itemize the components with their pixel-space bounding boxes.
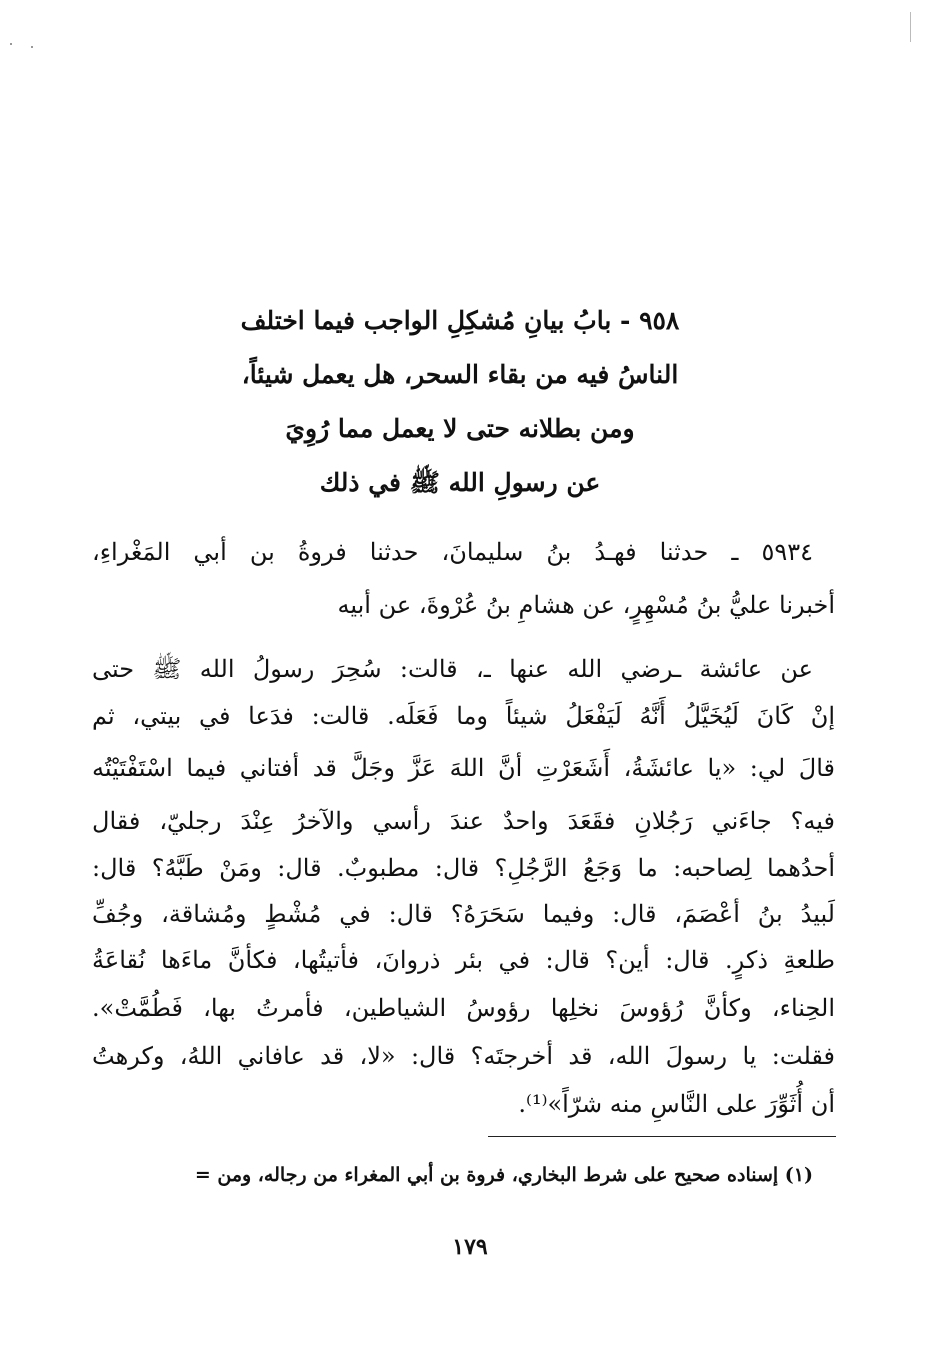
body-line-6: لَبيدُ بنُ أعْصَمَ، قال: وفيما سَحَرَهُ؟ قال: في مُشْطٍ ومُشاقة، وجُفِّ: [92, 900, 835, 928]
scan-speck: [10, 43, 12, 45]
scan-speck: [31, 46, 33, 48]
body-line-5: أحدُهما لِصاحبه: ما وَجَعُ الرَّجُلِ؟ قال: مطبوبٌ. قال: ومَنْ طَبَّهُ؟ قال:: [92, 854, 835, 882]
footnote-separator: [488, 1136, 836, 1137]
chapter-heading-line-4: عن رسولِ الله ﷺ في ذلك: [319, 468, 601, 497]
body-line-8: الحِناء، وكأنَّ رُؤوسَ نخلِها رؤوسُ الشياطين، فأمرتُ بها، فَطُمَّتْ».: [92, 994, 835, 1022]
isnad-line-2: أخبرنا عليُّ بنُ مُسْهِرٍ، عن هشامِ بنُ عُرْوةَ، عن أبيه: [337, 591, 835, 619]
body-line-1: عن عائشة ـرضي الله عنها ـ، قالت: سُحِرَ رسولُ الله ﷺ حتى: [92, 655, 813, 683]
body-line-4: فيه؟ جاءَني رَجُلانِ فقَعَدَ واحدٌ عندَ رأسي والآخرُ عِنْدَ رجليّ، فقال: [92, 807, 835, 835]
isnad-line-1: ٥٩٣٤ ـ حدثنا فهـدُ بنُ سليمانَ، حدثنا فروةُ بن أبي المَغْراءِ،: [92, 538, 813, 566]
body-line-3: قالَ لي: «يا عائشَةُ، أَشَعَرْتِ أنَّ اللهَ عَزَّ وجَلَّ قد أفتاني فيما اسْتَفْتَيْتُه: [92, 754, 835, 782]
chapter-heading-line-1: ٩٥٨ - بابُ بيانِ مُشكِلِ الواجب فيما اختلف: [240, 306, 680, 335]
scan-speck: [910, 12, 911, 42]
body-line-7: طلعةِ ذكرٍ. قال: أين؟ قال: في بئر ذروانَ، فأتيتُها، فكأنَّ ماءَها نُقاعَةُ: [92, 946, 835, 974]
chapter-heading-line-3: ومن بطلانه حتى لا يعمل مما رُوِيَ: [285, 414, 635, 443]
body-line-9: فقلت: يا رسولَ الله، قد أخرجتَه؟ قال: «لا، قد عافاني اللهُ، وكرهتُ: [92, 1042, 835, 1070]
body-line-2: إنْ كَانَ لَيُخَيَّلُ أَنَّهُ لَيَفْعَلُ شيئاً وما فَعَلَه. قالت: فدَعا في بيتي، ثم: [92, 702, 835, 730]
footnote: (١) إسناده صحيح على شرط البخاري، فروة بن أبي المغراء من رجاله، ومن =: [194, 1164, 813, 1186]
body-line-10: أن أُثَوِّرَ على النَّاسِ منه شرّاً»⁽¹⁾.: [518, 1090, 835, 1118]
chapter-heading-line-2: الناسُ فيه من بقاء السحر، هل يعمل شيئاً،: [241, 360, 679, 389]
page-number: ١٧٩: [452, 1234, 488, 1260]
